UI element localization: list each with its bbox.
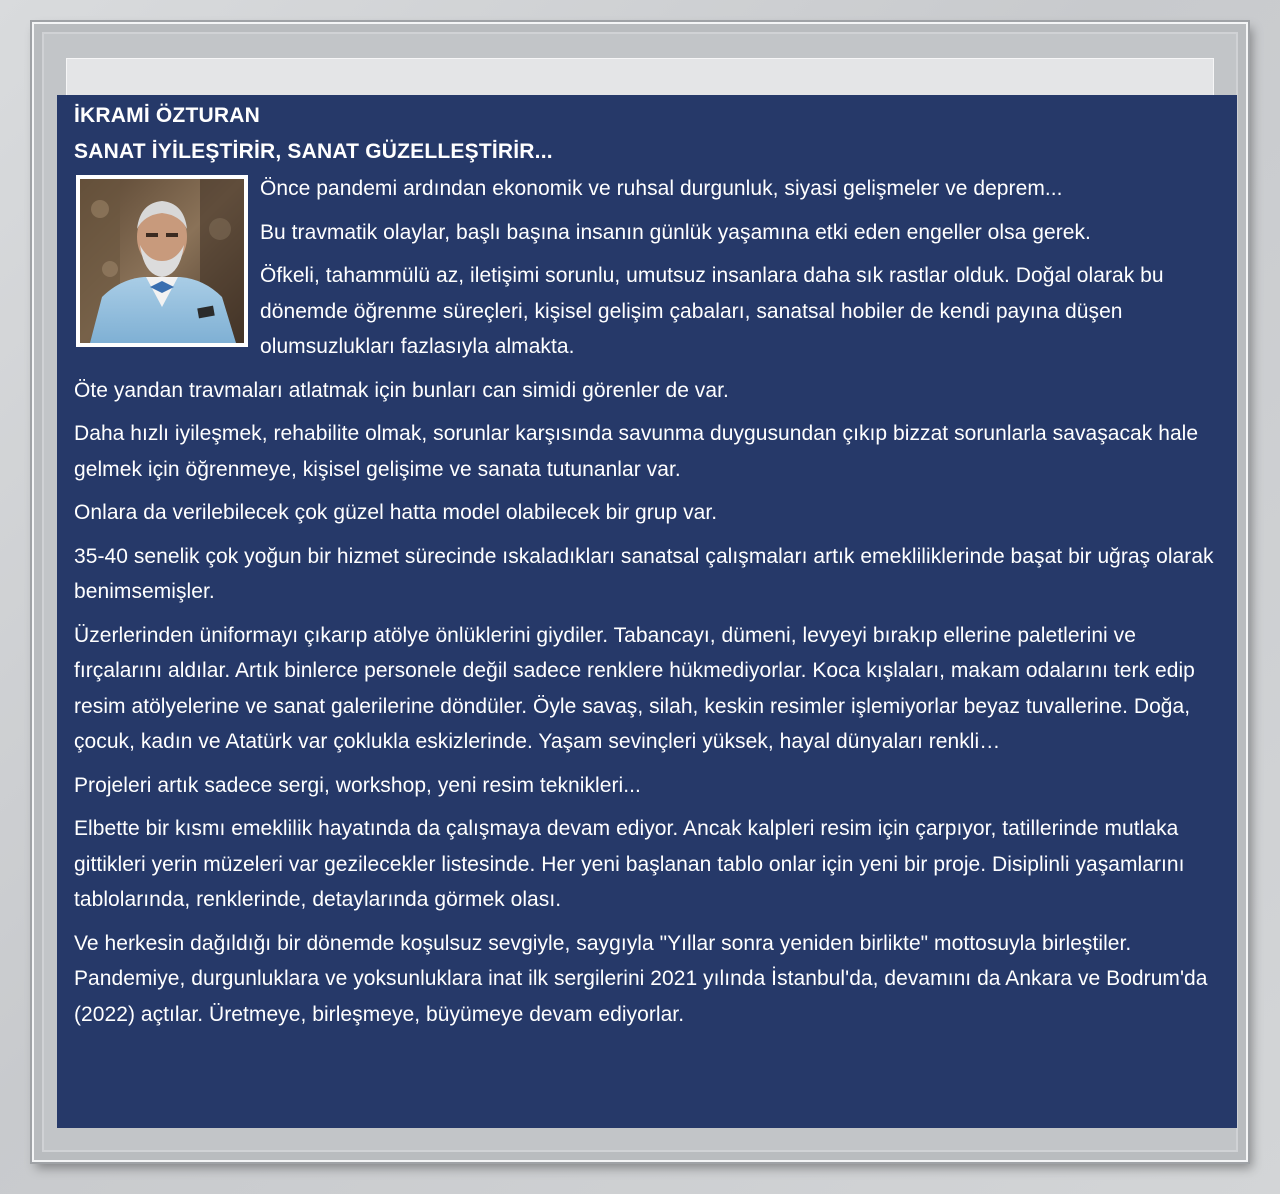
paragraph: Öfkeli, tahammülü az, iletişimi sorunlu, umutsuz insanlara daha sık rastlar olduk. Doğal olarak bu dönemde öğrenme süreçleri, kişisel gelişim çabaları, sanatsal hobiler de kendi payına düşen olumsuzlukları fazlasıyla almakta. [260,264,1164,358]
paragraph: 35-40 senelik çok yoğun bir hizmet sürecinde ıskaladıkları sanatsal çalışmaları artık emekliliklerinde başat bir uğraş olarak benimsemişler. [74,544,1214,603]
intro-block [74,173,1227,373]
paragraph: Önce pandemi ardından ekonomik ve ruhsal durgunluk, siyasi gelişmeler ve deprem... [260,177,1063,200]
author-name: İKRAMİ ÖZTURAN [74,104,260,127]
portrait-photo-icon [80,179,244,343]
author-photo [76,175,248,347]
paragraph: Öte yandan travmaları atlatmak için bunları can simidi görenler de var. [74,378,729,402]
article-title: SANAT İYİLEŞTİRİR, SANAT GÜZELLEŞTİRİR... [74,140,553,163]
article-panel [57,95,1237,1128]
paragraph: Daha hızlı iyileşmek, rehabilite olmak, sorunlar karşısında savunma duygusundan çıkıp bizzat sorunlarla savaşacak hale gelmek için öğrenmeye, kişisel gelişime ve sanata tutunanlar var. [74,422,1199,481]
paragraph: Onlara da verilebilecek çok güzel hatta model olabilecek bir grup var. [74,501,718,524]
paragraph: Üzerlerinden üniformayı çıkarıp atölye önlüklerini giydiler. Tabancayı, dümeni, levyeyi bırakıp ellerine paletlerini ve fırçalarını aldılar. Artık binlerce personele değil sadece renklere hükmediyorlar. Koca kışlaları, makam odalarını terk edip resim atölyelerine ve sanat galerilerine döndüler. Öyle savaş, silah, keskin resimler işlemiyorlar beyaz tuvallerine. Doğa, çocuk, kadın ve Atatürk var çoklukla eskizlerinde. Yaşam sevinçleri yüksek, hayal dünyaları renkli… [74,623,1195,753]
paragraph: Ve herkesin dağıldığı bir dönemde koşulsuz sevgiyle, saygıyla "Yıllar sonra yeniden birlikte" mottosuyla birleştiler. Pandemiye, durgunluklara ve yoksunluklara inat ilk sergilerini 2021 yılında İstanbul'da, devamını da Ankara ve Bodrum'da (2022) açtılar. Üretmeye, birleşmeye, büyümeye devam ediyorlar. [74,931,1208,1026]
paragraph: Projeleri artık sadece sergi, workshop, yeni resim teknikleri... [74,773,641,797]
top-strip [66,58,1214,100]
paragraph: Bu travmatik olaylar, başlı başına insanın günlük yaşamına etki eden engeller olsa gerek. [260,220,1091,244]
paragraph: Elbette bir kısmı emeklilik hayatında da çalışmaya devam ediyor. Ancak kalpleri resim için çarpıyor, tatillerinde mutlaka gittikleri yerin müzeleri var gezilecekler listesinde. Her yeni başlanan tablo onlar için yeni bir proje. Disiplinli yaşamlarını tablolarında, renklerinde, detaylarında görmek olası. [74,817,1185,911]
